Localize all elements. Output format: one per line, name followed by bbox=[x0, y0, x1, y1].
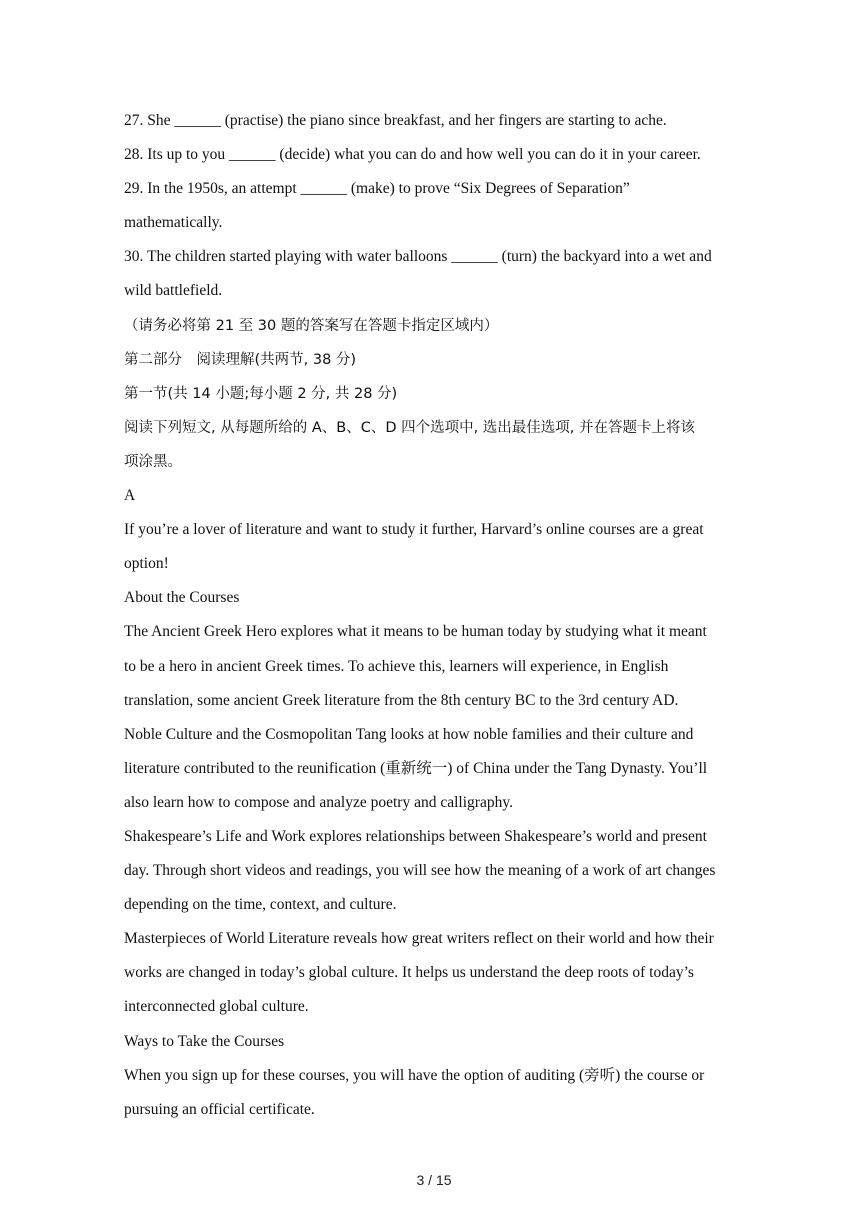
reading-instruction-continued: 项涂黑。 bbox=[124, 453, 182, 470]
passage-paragraph: interconnected global culture. bbox=[124, 998, 309, 1016]
document-page bbox=[124, 104, 744, 1127]
passage-paragraph: also learn how to compose and analyze poetry and calligraphy. bbox=[124, 793, 513, 811]
question-27: 27. She ______ (practise) the piano since breakfast, and her fingers are starting to ache. bbox=[124, 112, 667, 129]
passage-paragraph: works are changed in today’s global culture. It helps us understand the deep roots of today’s bbox=[124, 964, 694, 982]
passage-paragraph: to be a hero in ancient Greek times. To achieve this, learners will experience, in English bbox=[124, 657, 669, 675]
passage-paragraph: If you’re a lover of literature and want to study it further, Harvard’s online courses are a great bbox=[124, 521, 704, 539]
page-number: 3 / 15 bbox=[416, 1172, 452, 1188]
question-28: 28. Its up to you ______ (decide) what you can do and how well you can do it in your career. bbox=[124, 146, 701, 164]
passage-paragraph: literature contributed to the reunification (重新统一) of China under the Tang Dynasty. You’ll bbox=[124, 759, 708, 777]
question-30-continued: wild battlefield. bbox=[124, 282, 223, 300]
question-29-continued: mathematically. bbox=[124, 214, 223, 232]
passage-paragraph: depending on the time, context, and culture. bbox=[124, 896, 397, 914]
passage-paragraph: translation, some ancient Greek literature from the 8th century BC to the 3rd century AD. bbox=[124, 691, 679, 709]
section-one-heading: 第一节(共 14 小题;每小题 2 分, 共 28 分) bbox=[124, 385, 398, 402]
question-29: 29. In the 1950s, an attempt ______ (make) to prove “Six Degrees of Separation” bbox=[124, 180, 630, 198]
answer-card-instruction: （请务必将第 21 至 30 题的答案写在答题卡指定区域内） bbox=[124, 317, 499, 334]
subheading-about-courses: About the Courses bbox=[124, 589, 240, 607]
reading-instruction: 阅读下列短文, 从每题所给的 A、B、C、D 四个选项中, 选出最佳选项, 并在答题卡上将该 bbox=[124, 419, 696, 436]
question-30: 30. The children started playing with water balloons ______ (turn) the backyard into a wet and bbox=[124, 248, 712, 266]
passage-paragraph: option! bbox=[124, 555, 169, 573]
passage-paragraph: Noble Culture and the Cosmopolitan Tang looks at how noble families and their culture and bbox=[124, 725, 694, 743]
passage-paragraph: day. Through short videos and readings, you will see how the meaning of a work of art changes bbox=[124, 862, 716, 880]
passage-paragraph: Masterpieces of World Literature reveals how great writers reflect on their world and how their bbox=[124, 930, 714, 948]
passage-paragraph: When you sign up for these courses, you will have the option of auditing (旁听) the course or bbox=[124, 1066, 705, 1084]
passage-paragraph: Shakespeare’s Life and Work explores relationships between Shakespeare’s world and present bbox=[124, 827, 707, 845]
subheading-ways-to-take: Ways to Take the Courses bbox=[124, 1032, 285, 1050]
passage-paragraph: The Ancient Greek Hero explores what it means to be human today by studying what it meant bbox=[124, 623, 707, 641]
part-two-heading: 第二部分 阅读理解(共两节, 38 分) bbox=[124, 351, 357, 368]
passage-label: A bbox=[124, 487, 136, 505]
passage-paragraph: pursuing an official certificate. bbox=[124, 1100, 315, 1118]
